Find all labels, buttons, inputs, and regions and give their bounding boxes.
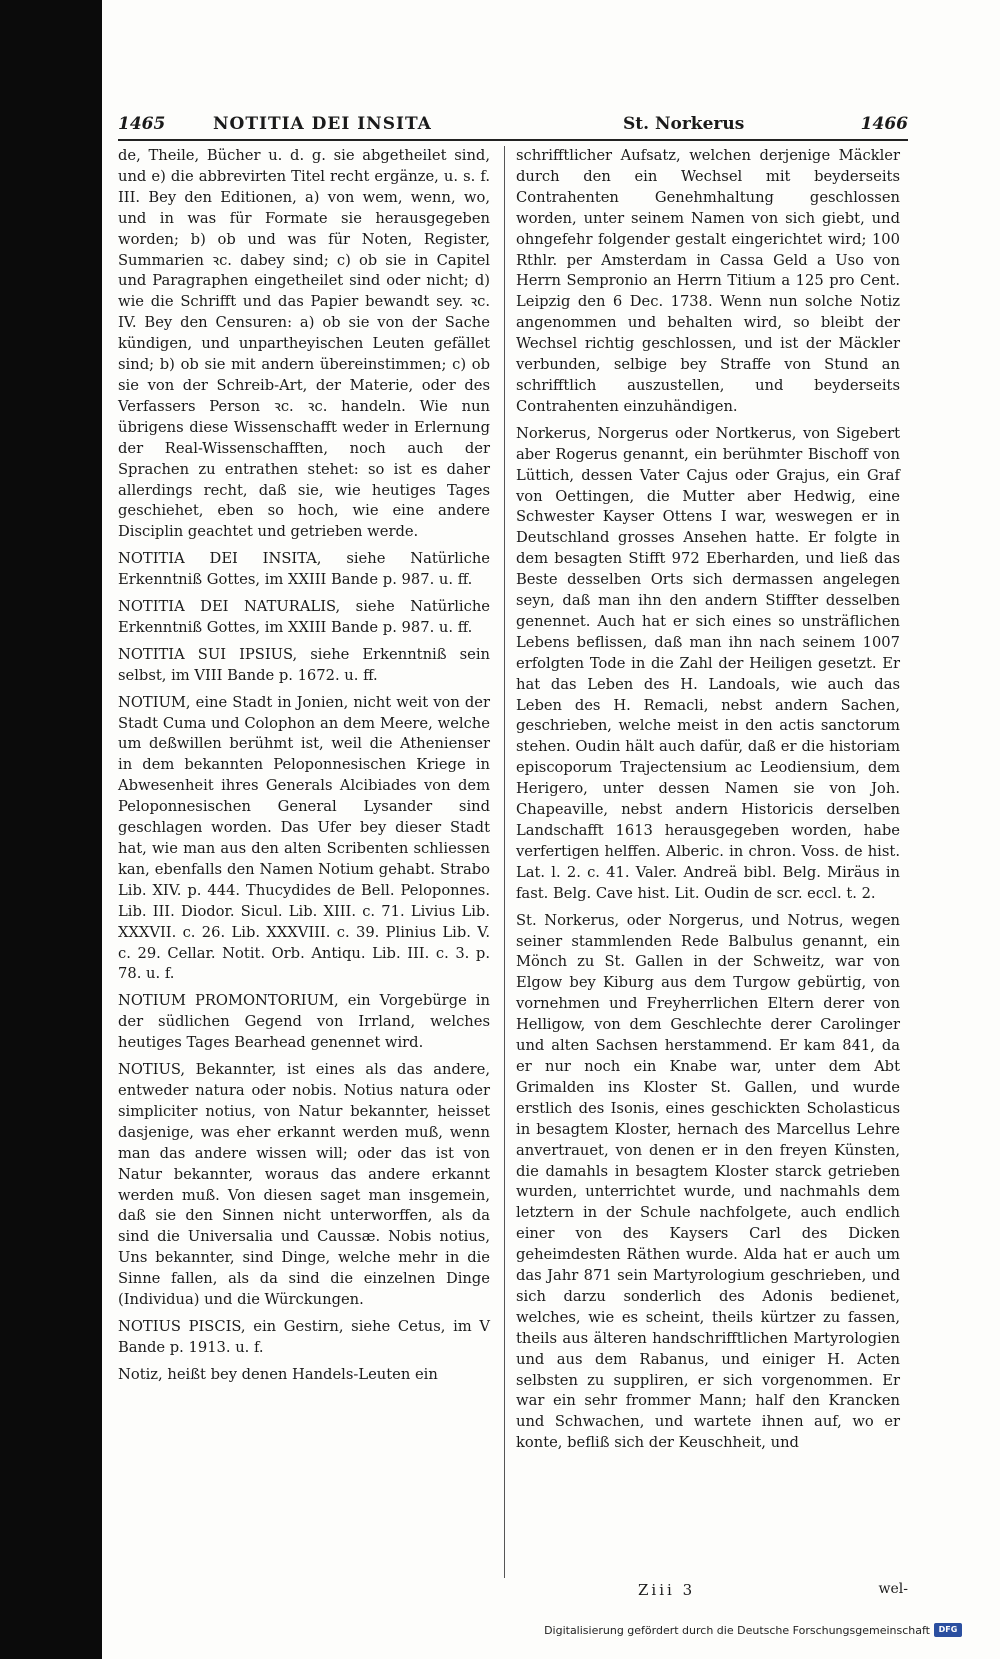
entry-notitia-dei-insita: NOTITIA DEI INSITA, siehe Natürliche Erkenntniß Gottes, im XXIII Bande p. 987. u. ff.	[118, 550, 490, 589]
book-page	[118, 108, 908, 1608]
running-title-right: St. Norkerus	[623, 114, 745, 134]
entry-notius-piscis: NOTIUS PISCIS, ein Gestirn, siehe Cetus, im V Bande p. 1913. u. f.	[118, 1317, 490, 1356]
scan-border	[0, 0, 102, 1659]
page-number-right: 1466	[860, 114, 908, 134]
catchword: wel-	[878, 1581, 908, 1597]
entry-notium-promontorium: NOTIUM PROMONTORIUM, ein Vorgebürge in der südlichen Gegend von Irrland, welches heutiges Tages Bearhead genennet wird.	[118, 992, 490, 1052]
entry-notius: NOTIUS, Bekannter, ist eines als das andere, entweder natura oder nobis. Notius natura oder simpliciter notius, von Natur bekannter, heisset dasjenige, was eher erkannt werden muß, wenn man das andere wissen will; oder das ist von Natur bekannter, woraus das andere erkannt werden muß. Von diesen saget man insgemein, daß sie den Sinnen nicht unterworffen, als da sind die Universalia und Caussæ. Nobis notius, Uns bekannter, sind Dinge, welche mehr in die Sinne fallen, als da sind die einzelnen Dinge (Individua) und die Würckungen.	[118, 1061, 490, 1309]
entry-notitia-sui-ipsius: NOTITIA SUI IPSIUS, siehe Erkenntniß sein selbst, im VIII Bande p. 1672. u. ff.	[118, 645, 490, 684]
running-title-left: NOTITIA DEI INSITA	[213, 114, 432, 134]
page-number-left: 1465	[118, 114, 166, 134]
entry-notium: NOTIUM, eine Stadt in Jonien, nicht weit von der Stadt Cuma und Colophon an dem Meere, welche um deßwillen berühmt ist, weil die Athenienser in dem bekannten Peloponnesischen Kriege in Abwesenheit ihres Generals Alcibiades von dem Peloponnesischen General Lysander sind geschlagen worden. Das Ufer bey dieser Stadt hat, wie man aus den alten Scribenten schliessen kan, ebenfalls den Namen Notium gehabt. Strabo Lib. XIV. p. 444. Thucydides de Bell. Peloponnes. Lib. III. Diodor. Sicul. Lib. XIII. c. 71. Livius Lib. XXXVII. c. 26. Lib. XXXVIII. c. 39. Plinius Lib. V. c. 29. Cellar. Notit. Orb. Antiqu. Lib. III. c. 3. p. 78. u. f.	[118, 693, 490, 983]
entry-notitia-dei-naturalis: NOTITIA DEI NATURALIS, siehe Natürliche Erkenntniß Gottes, im XXIII Bande p. 987. u. ff.	[118, 598, 490, 636]
entry-norkerus: Norkerus, Norgerus oder Nortkerus, von Sigebert aber Rogerus genannt, ein berühmter Bischoff von Lüttich, dessen Vater Cajus oder Grajus, ein Graf von Oettingen, die Mutter aber Hedwig, eine Schwester Kayser Ottens I war, weswegen er in Deutschland grosses Ansehen hatte. Er folgte in dem besagten Stifft 972 Eberharden, und ließ das Beste desselben Orts sich dermassen angelegen seyn, daß man ihn den andern Stiffter desselben genennet. Auch hat er sich eines so unsträflichen Lebens beflissen, daß man ihn nach seinem 1007 erfolgten Tode in die Zahl der Heiligen gesetzt. Er hat das Leben des H. Landoals, wie auch das Leben des H. Remacli, nebst andern Sachen, geschrieben, welche meist in den actis sanctorum stehen. Oudin hält auch dafür, daß er die historiam episcoporum Trajectensium ac Leodiensium, dem Herigero, unter dessen Namen sie von Joh. Chapeaville, nebst andern Historicis derselben Landschafft 1613 herausgegeben worden, habe verfertigen helffen. Alberic. in chron. Voss. de hist. Lat. l. 2. c. 41. Valer. Andreä bibl. Belg. Miräus in fast. Belg. Cave hist. Lit. Oudin de scr. eccl. t. 2.	[516, 424, 900, 902]
column-divider	[504, 146, 505, 1578]
header-rule	[118, 139, 908, 141]
digitization-credit	[544, 1623, 962, 1637]
entry-notiz: Notiz, heißt bey denen Handels-Leuten ein	[118, 1365, 438, 1383]
dfg-logo-icon: DFG	[934, 1623, 962, 1637]
entry-st-norkerus: St. Norkerus, oder Norgerus, und Notrus, wegen seiner stammlenden Rede Balbulus genannt, ein Mönch zu St. Gallen in der Schweitz, war von Elgow bey Kiburg aus dem Turgow gebürtig, von vornehmen und Freyherrlichen Eltern derer von Helligow, von dem Geschlechte derer Carolinger und alten Sachsen herstammend. Er kam 841, da er nur noch ein Knabe war, unter dem Abt Grimalden ins Kloster St. Gallen, und wurde erstlich des Isonis, eines geschickten Scholasticus in besagtem Kloster, hernach des Marcellus Lehre anvertrauet, von denen er in den freyen Künsten, die damahls in besagtem Kloster starck getrieben wurden, unterrichtet wurde, und nachmahls dem letztern in der Schule nachfolgete, auch endlich einer von des Kaysers Carl des Dicken geheimdesten Räthen wurde. Alda hat er auch um das Jahr 871 sein Martyrologium geschrieben, und sich darzu sonderlich des Adonis bedienet, welches, wie es scheint, theils kürtzer zu fassen, theils aus älteren handschrifftlichen Martyrologien und aus dem Rabanus, und einiger H. Acten selbsten zu suppliren, er sich vorgenommen. Er war ein sehr frommer Mann; half den Krancken und Schwachen, und wartete ihnen auf, wo er konte, befliß sich der Keuschheit, und	[516, 911, 900, 1452]
signature-mark: Ziii 3	[638, 1581, 696, 1599]
left-column	[118, 146, 490, 1392]
running-header	[118, 108, 908, 140]
paragraph: schrifftlicher Aufsatz, welchen derjenige Mäckler durch den ein Wechsel mit beyderseits Contrahenten Genehmhaltung geschlossen worden, unter seinem Namen von sich giebt, und ohngefehr folgender gestalt eingerichtet wird; 100 Rthlr. per Amsterdam in Cassa Geld a Uso von Herrn Sempronio an Herrn Titium a 125 pro Cent. Leipzig den 6 Dec. 1738. Wenn nun solche Notiz angenommen und behalten wird, so bleibt der Wechsel richtig geschlossen, und ist der Mäckler verbunden, selbige bey Straffe von Stund an schrifftlich auszustellen, und beyderseits Contrahenten einzuhändigen.	[516, 147, 900, 415]
credit-text: Digitalisierung gefördert durch die Deutsche Forschungsgemeinschaft	[544, 1623, 930, 1637]
right-column	[516, 146, 900, 1460]
paragraph: de, Theile, Bücher u. d. g. sie abgetheilet sind, und e) die abbrevirten Titel recht ergänze, u. s. f. III. Bey den Editionen, a) von wem, wenn, wo, und in was für Formate sie herausgegeben worden; b) ob und was für Noten, Register, Summarien ꝛc. dabey sind; c) ob sie in Capitel und Paragraphen eingetheilet sind oder nicht; d) wie die Schrifft und das Papier bewandt sey. ꝛc. IV. Bey den Censuren: a) ob sie von der Sache kündigen, und unpartheyischen Leuten gefället sind; b) ob sie mit andern übereinstimmen; c) ob sie von der Schreib-Art, der Materie, oder des Verfassers Person ꝛc. ꝛc. handeln. Wie nun übrigens diese Wissenschafft weder in Erlernung der Real-Wissenschafften, noch auch der Sprachen zu entrathen stehet: so ist es daher allerdings recht, daß sie, wie heutiges Tages geschiehet, eben so hoch, wie eine andere Disciplin geachtet und getrieben werde.	[118, 147, 490, 541]
